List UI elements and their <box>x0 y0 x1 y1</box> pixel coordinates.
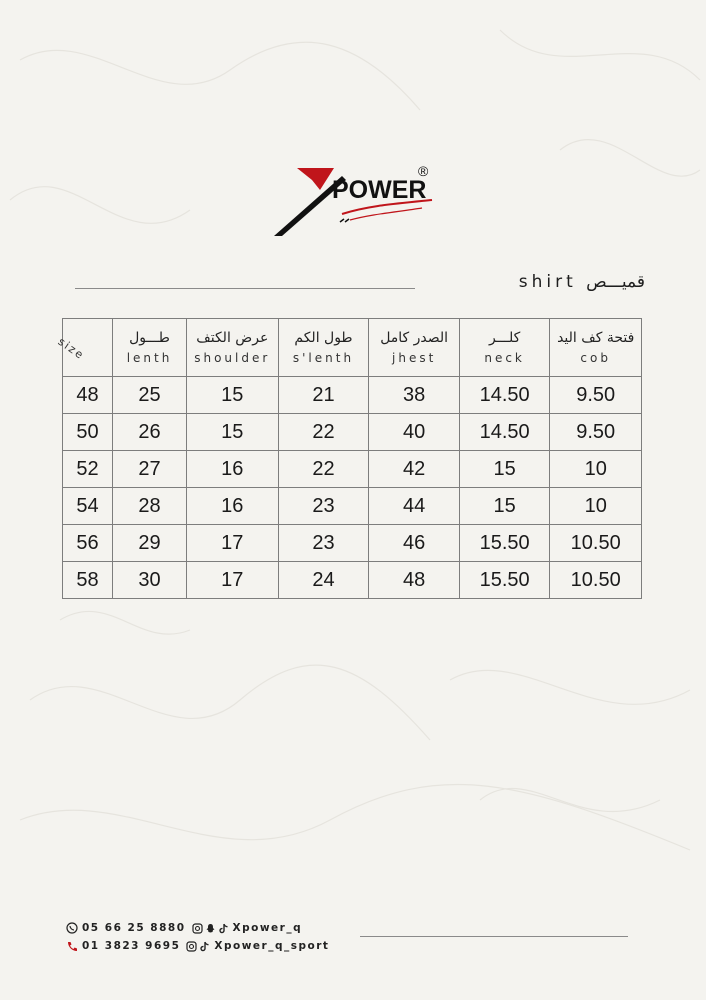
cell-sleeve-length: 22 <box>278 451 369 488</box>
cell-shoulder: 15 <box>187 377 278 414</box>
contact-line-whatsapp <box>66 919 302 937</box>
cell-chest: 44 <box>369 488 459 525</box>
cell-shoulder: 16 <box>187 451 278 488</box>
social-icons <box>192 923 229 934</box>
cell-length: 30 <box>113 562 187 599</box>
size-label: size <box>55 335 88 363</box>
cell-sleeve-length: 22 <box>278 414 369 451</box>
cell-sleeve-length: 23 <box>278 525 369 562</box>
cell-size: 50 <box>63 414 113 451</box>
cell-chest: 46 <box>369 525 459 562</box>
cell-length: 25 <box>113 377 187 414</box>
table-row <box>63 451 642 488</box>
column-header-shoulder: عرض الكتف shoulder <box>187 319 278 377</box>
cell-sleeve-length: 21 <box>278 377 369 414</box>
registered-mark: ® <box>418 163 429 179</box>
whatsapp-number[interactable]: 05 66 25 8880 <box>82 922 186 934</box>
size-chart-table <box>55 318 642 599</box>
social-handle-2[interactable]: Xpower_q_sport <box>214 940 330 952</box>
xpower-logo <box>272 160 437 240</box>
column-header-cuff: فتحة كف اليد cob <box>550 319 642 377</box>
cell-length: 27 <box>113 451 187 488</box>
contact-footer <box>66 919 366 959</box>
cell-size: 58 <box>63 562 113 599</box>
table-header-row <box>63 319 642 377</box>
instagram-icon[interactable] <box>192 923 203 934</box>
social-icons <box>186 941 210 952</box>
product-title: shirt قميـــص <box>518 272 645 292</box>
cell-neck: 14.50 <box>459 414 550 451</box>
tiktok-icon[interactable] <box>199 941 210 952</box>
cell-chest: 42 <box>369 451 459 488</box>
cell-cuff: 10 <box>550 488 642 525</box>
cell-shoulder: 15 <box>187 414 278 451</box>
tiktok-icon[interactable] <box>218 923 229 934</box>
table-row <box>63 377 642 414</box>
cell-shoulder: 17 <box>187 562 278 599</box>
cell-cuff: 10.50 <box>550 525 642 562</box>
cell-size: 54 <box>63 488 113 525</box>
cell-chest: 38 <box>369 377 459 414</box>
column-header-chest: الصدر كامل jhest <box>369 319 459 377</box>
cell-length: 26 <box>113 414 187 451</box>
instagram-icon[interactable] <box>186 941 197 952</box>
cell-size: 48 <box>63 377 113 414</box>
cell-sleeve-length: 24 <box>278 562 369 599</box>
social-handle-1[interactable]: Xpower_q <box>232 922 303 934</box>
cell-cuff: 9.50 <box>550 377 642 414</box>
logo-red-swoosh <box>297 168 334 190</box>
logo-wordmark: POWER <box>332 176 427 204</box>
phone-number[interactable]: 01 3823 9695 <box>82 940 181 952</box>
product-title-row <box>75 272 645 302</box>
cell-neck: 15 <box>459 451 550 488</box>
column-header-neck: كلـــر neck <box>459 319 550 377</box>
column-header-sleeve-length: طول الكم s'lenth <box>278 319 369 377</box>
table-row <box>63 414 642 451</box>
cell-size: 56 <box>63 525 113 562</box>
table-row <box>63 488 642 525</box>
cell-length: 29 <box>113 525 187 562</box>
cell-shoulder: 16 <box>187 488 278 525</box>
cell-chest: 48 <box>369 562 459 599</box>
cell-shoulder: 17 <box>187 525 278 562</box>
cell-neck: 15 <box>459 488 550 525</box>
whatsapp-icon <box>66 922 78 934</box>
cell-cuff: 10.50 <box>550 562 642 599</box>
snapchat-icon[interactable] <box>205 923 216 934</box>
cell-chest: 40 <box>369 414 459 451</box>
table-row <box>63 562 642 599</box>
contact-line-phone <box>66 937 329 955</box>
cell-neck: 14.50 <box>459 377 550 414</box>
cell-length: 28 <box>113 488 187 525</box>
cell-neck: 15.50 <box>459 525 550 562</box>
title-divider <box>75 288 415 289</box>
column-header-size <box>55 319 113 377</box>
cell-cuff: 10 <box>550 451 642 488</box>
table-row <box>63 525 642 562</box>
cell-size: 52 <box>63 451 113 488</box>
column-header-length: طـــول lenth <box>113 319 187 377</box>
phone-icon <box>66 940 78 952</box>
cell-neck: 15.50 <box>459 562 550 599</box>
footer-divider <box>360 936 628 937</box>
cell-sleeve-length: 23 <box>278 488 369 525</box>
cell-cuff: 9.50 <box>550 414 642 451</box>
